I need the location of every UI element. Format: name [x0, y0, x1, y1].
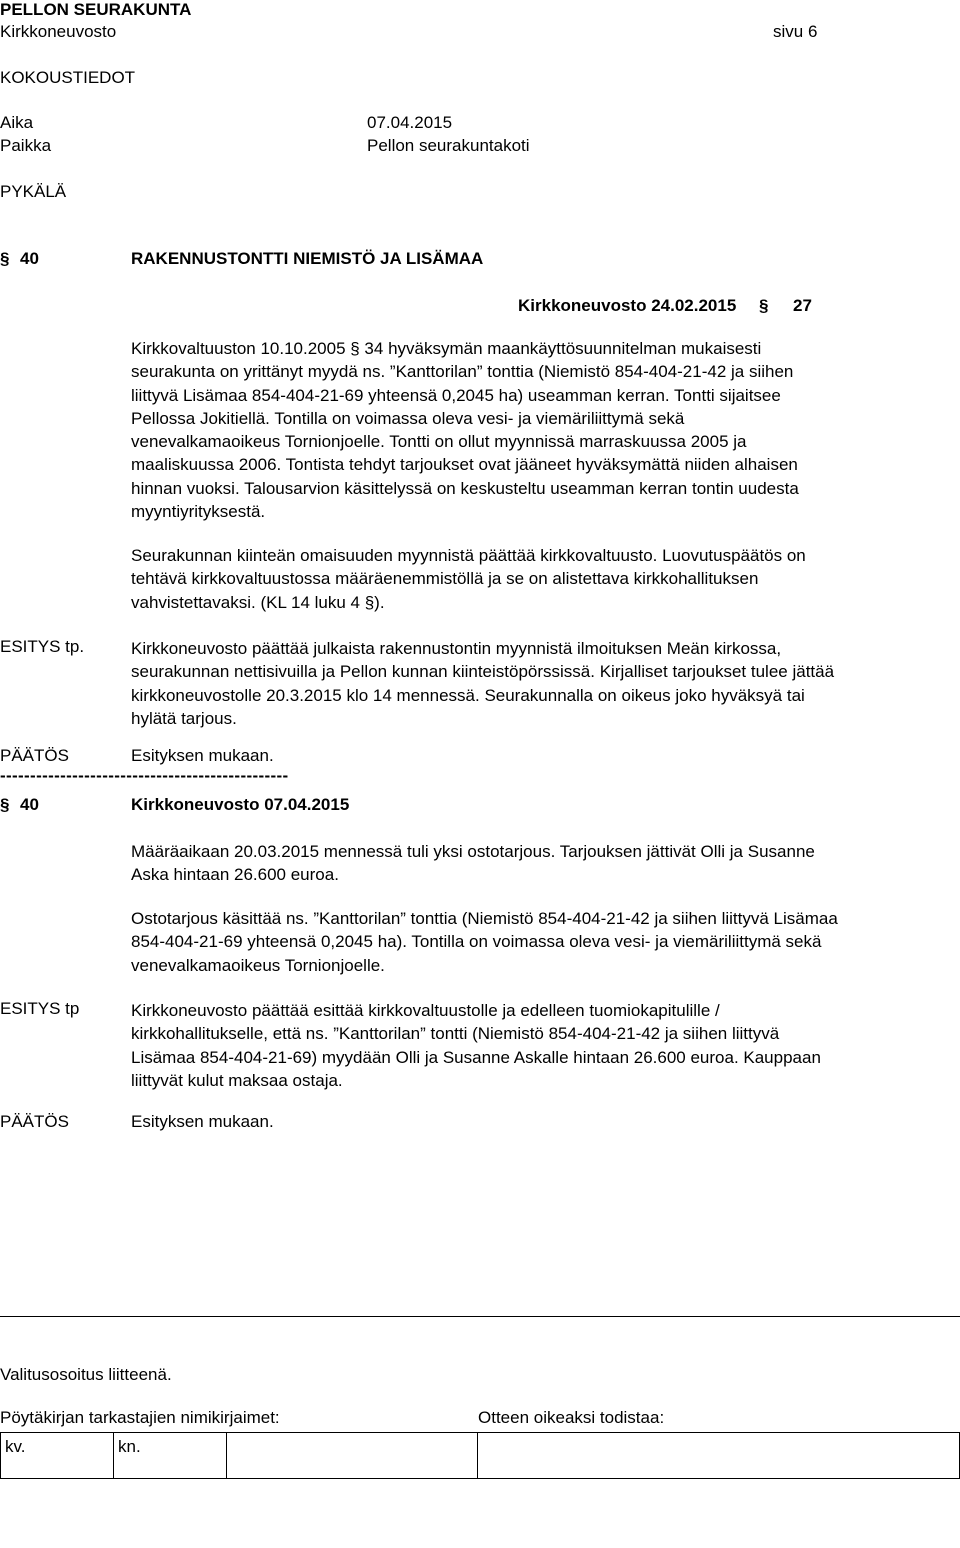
- offer-details-paragraph: [131, 907, 960, 977]
- paragraph-line: seurakunnan nettisivuilla ja Pellon kunnan kiinteistöpörssissä. Kirjalliset tarjoukset tulee jättää: [131, 662, 835, 682]
- page-number: sivu 6: [773, 22, 818, 41]
- proposal-label: ESITYS tp.: [0, 637, 85, 656]
- paragraph-line: Kirkkovaltuuston 10.10.2005 § 34 hyväksymän maankäyttösuunnitelman mukaisesti: [131, 339, 762, 358]
- paragraph-line: Kirkkoneuvosto päättää julkaista rakennustontin myynnistä ilmoituksen Meän kirkossa,: [131, 639, 782, 658]
- paragraph-line: 854-404-21-69 yhteensä 0,2045 ha). Tontilla on voimassa oleva vesi- ja viemäriliittymä sekä: [131, 932, 822, 952]
- decision2-text: Esityksen mukaan.: [131, 1112, 274, 1131]
- decision-label: PÄÄTÖS: [0, 746, 69, 765]
- item-number: 40: [20, 249, 39, 268]
- signature-initials-1: kv.: [5, 1437, 26, 1456]
- separator-line: ------------------------------------------------: [0, 766, 289, 785]
- signature-box-bottom: [0, 1478, 960, 1479]
- item2-number: 40: [20, 795, 39, 814]
- proposal-paragraph: [131, 637, 960, 730]
- paragraph-line: myyntiyrityksestä.: [131, 502, 266, 522]
- item-title: RAKENNUSTONTTI NIEMISTÖ JA LISÄMAA: [131, 249, 484, 268]
- signature-box-top: [0, 1432, 960, 1433]
- time-value: 07.04.2015: [367, 113, 453, 132]
- signature-box-divider: [477, 1432, 478, 1478]
- certify-label: Otteen oikeaksi todistaa:: [478, 1408, 665, 1427]
- paragraph-line: seurakunta on yrittänyt myydä ns. ”Kanttorilan” tonttia (Niemistö 854-404-21-42 ja siihen: [131, 362, 794, 382]
- paragraph-line: liittyvä Lisämaa 854-404-21-69 yhteensä 0,2045 ha) useamman kerran. Tontti sijaitsee: [131, 385, 781, 405]
- place-label: Paikka: [0, 136, 52, 155]
- paragraph-line: tehtävä kirkkovaltuustossa määräenemmistöllä ja se on alistettava kirkkohallituksen: [131, 569, 759, 589]
- appeal-note: Valitusosoitus liitteenä.: [0, 1365, 172, 1384]
- paragraph-line: Pellossa Jokitiellä. Tontilla on voimassa oleva vesi- ja viemäriliittymä sekä: [131, 408, 685, 428]
- signature-box-divider: [226, 1432, 227, 1478]
- item2-title: Kirkkoneuvosto 07.04.2015: [131, 795, 350, 814]
- offer-paragraph: [131, 840, 960, 887]
- paragraph-line: liittyvät kulut maksaa ostaja.: [131, 1070, 343, 1090]
- decision2-label: PÄÄTÖS: [0, 1112, 69, 1131]
- proposal2-label: ESITYS tp: [0, 999, 80, 1018]
- signature-box-border: [0, 1432, 1, 1478]
- paragraph-line: Aska hintaan 26.600 euroa.: [131, 865, 339, 885]
- paragraph-line: Määräaikaan 20.03.2015 mennessä tuli yksi ostotarjous. Tarjouksen jättivät Olli ja Susanne: [131, 842, 815, 861]
- section-heading: KOKOUSTIEDOT: [0, 68, 136, 87]
- legal-paragraph: [131, 544, 960, 614]
- paragraph-line: Lisämaa 854-404-21-69) myydään Olli ja Susanne Askalle hintaan 26.600 euroa. Kauppaan: [131, 1047, 821, 1067]
- place-value: Pellon seurakuntakoti: [367, 136, 530, 155]
- footer-divider: [0, 1316, 960, 1317]
- org-name: PELLON SEURAKUNTA: [0, 0, 192, 19]
- paragraph-line: Ostotarjous käsittää ns. ”Kanttorilan” tonttia (Niemistö 854-404-21-42 ja siihen liittyvä Lisämaa: [131, 909, 838, 928]
- paragraph-line: venevalkamaoikeus Tornionjoelle. Tontti on ollut myynnissä marraskuussa 2005 ja: [131, 432, 747, 452]
- previous-section-symbol: §: [759, 296, 769, 315]
- paragraph-line: kirkkohallitukselle, että ns. ”Kanttorilan” tontti (Niemistö 854-404-21-42 ja siihen liittyvä: [131, 1024, 780, 1044]
- proposal2-paragraph: [131, 999, 960, 1092]
- item2-section-symbol: §: [0, 795, 10, 814]
- paragraph-line: venevalkamaoikeus Tornionjoelle.: [131, 955, 385, 975]
- paragraph-line: maaliskuussa 2006. Tontista tehdyt tarjoukset ovat jääneet hyväksymättä niiden alhaisen: [131, 455, 798, 475]
- meeting-body: Kirkkoneuvosto: [0, 22, 117, 41]
- paragraph-line: kirkkoneuvostolle 20.3.2015 klo 14 mennessä. Seurakunnalla on oikeus joko hyväksyä tai: [131, 685, 805, 705]
- item-section-symbol: §: [0, 249, 10, 268]
- previous-number: 27: [793, 296, 812, 315]
- paragraph-line: Seurakunnan kiinteän omaisuuden myynnistä päättää kirkkovaltuusto. Luovutuspäätös on: [131, 546, 806, 565]
- paragraph-line: hinnan vuoksi. Talousarvion käsittelyssä on keskusteltu useamman kerran tontin uudesta: [131, 478, 799, 498]
- paragraph-line: hylätä tarjous.: [131, 708, 237, 728]
- time-label: Aika: [0, 113, 34, 132]
- signature-initials-2: kn.: [118, 1437, 141, 1456]
- previous-reference: Kirkkoneuvosto 24.02.2015: [518, 296, 737, 315]
- pykala-heading: PYKÄLÄ: [0, 182, 67, 201]
- paragraph-line: vahvistettavaksi. (KL 14 luku 4 §).: [131, 592, 385, 612]
- decision-text: Esityksen mukaan.: [131, 746, 274, 765]
- paragraph-line: Kirkkoneuvosto päättää esittää kirkkovaltuustolle ja edelleen tuomiokapitulille /: [131, 1001, 720, 1020]
- background-paragraph: [131, 337, 960, 523]
- signatures-label: Pöytäkirjan tarkastajien nimikirjaimet:: [0, 1408, 280, 1427]
- signature-box-divider: [113, 1432, 114, 1478]
